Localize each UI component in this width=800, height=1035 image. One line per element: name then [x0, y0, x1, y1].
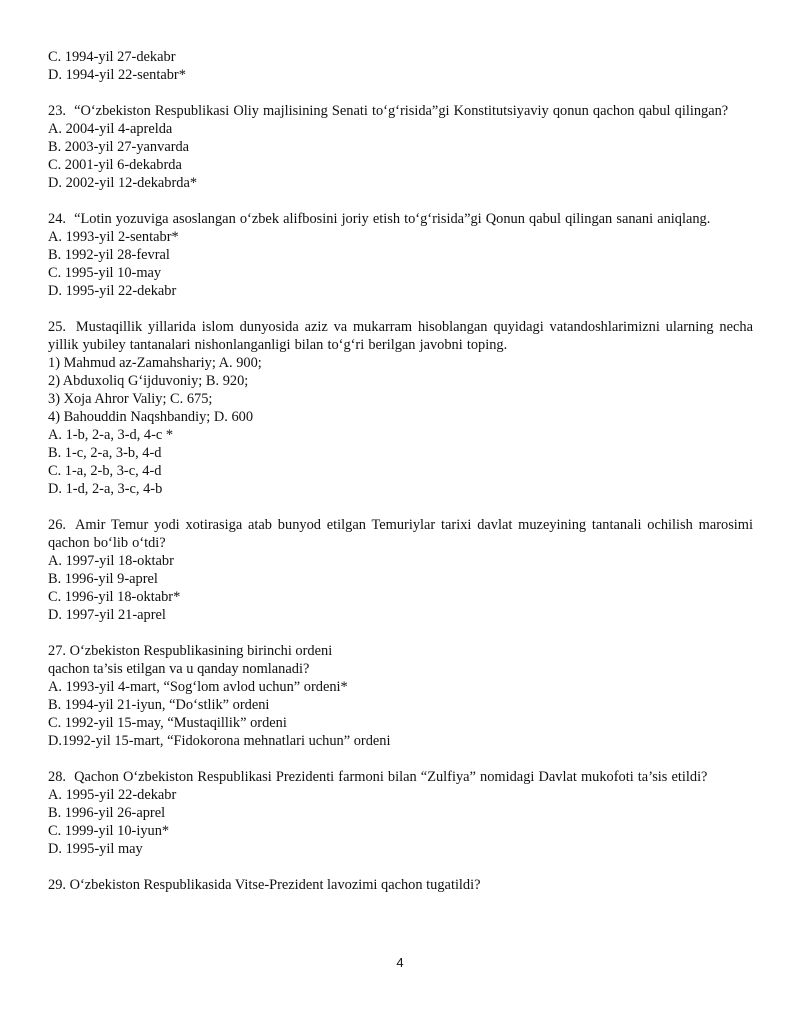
- question-27: [48, 642, 753, 750]
- question-text: [48, 318, 753, 354]
- question-body: O‘zbekiston Respublikasida Vitse-Prezident lavozimi qachon tugatildi?: [69, 877, 481, 893]
- page-number: 4: [396, 955, 404, 970]
- question-text: [48, 876, 753, 894]
- answer-option: A. 1-b, 2-a, 3-d, 4-c *: [48, 427, 174, 443]
- previous-question-options: [48, 48, 753, 84]
- question-number: 23.: [48, 103, 66, 119]
- question-number: 25.: [48, 319, 66, 335]
- question-number: 26.: [48, 517, 66, 533]
- answer-option: B. 1996-yil 26-aprel: [48, 805, 166, 821]
- answer-option: A. 2004-yil 4-aprelda: [48, 121, 173, 137]
- answer-option: D. 1995-yil 22-dekabr: [48, 283, 177, 299]
- matching-item: 4) Bahouddin Naqshbandiy; D. 600: [48, 409, 254, 425]
- question-text: [48, 642, 753, 660]
- matching-item: 3) Xoja Ahror Valiy; C. 675;: [48, 391, 213, 407]
- question-28: [48, 768, 753, 858]
- answer-option: A. 1993-yil 4-mart, “Sog‘lom avlod uchun” ordeni*: [48, 679, 348, 695]
- question-body: Qachon O‘zbekiston Respublikasi Prezidenti farmoni bilan “Zulfiya” nomidagi Davlat mukofoti ta’sis etildi?: [74, 769, 708, 785]
- answer-option: A. 1995-yil 22-dekabr: [48, 787, 177, 803]
- question-number: 24.: [48, 211, 66, 227]
- question-text-continued: qachon ta’sis etilgan va u qanday nomlanadi?: [48, 661, 310, 677]
- question-number: 29.: [48, 877, 66, 893]
- answer-option: C. 1992-yil 15-may, “Mustaqillik” ordeni: [48, 715, 287, 731]
- question-text: [48, 516, 753, 552]
- answer-option: D.1992-yil 15-mart, “Fidokorona mehnatlari uchun” ordeni: [48, 733, 391, 749]
- question-number: 28.: [48, 769, 66, 785]
- question-body: Mustaqillik yillarida islom dunyosida aziz va mukarram hisoblangan quyidagi vatandoshlarimizni ularning necha yillik yubiley tantanalari nishonlanganligi bilan to‘g‘ri berilgan javobni toping.: [48, 319, 753, 353]
- answer-option: C. 1994-yil 27-dekabr: [48, 49, 176, 65]
- question-29: [48, 876, 753, 894]
- matching-item: 1) Mahmud az-Zamahshariy; A. 900;: [48, 355, 262, 371]
- answer-option: A. 1993-yil 2-sentabr*: [48, 229, 179, 245]
- answer-option: D. 2002-yil 12-dekabrda*: [48, 175, 198, 191]
- answer-option: A. 1997-yil 18-oktabr: [48, 553, 174, 569]
- question-25: [48, 318, 753, 498]
- answer-option: C. 1995-yil 10-may: [48, 265, 162, 281]
- question-body: O‘zbekiston Respublikasining birinchi ordeni: [69, 643, 333, 659]
- document-page: [48, 48, 753, 894]
- answer-option: D. 1-d, 2-a, 3-c, 4-b: [48, 481, 163, 497]
- question-23: [48, 102, 753, 192]
- question-body: “O‘zbekiston Respublikasi Oliy majlisining Senati to‘g‘risida”gi Konstitutsiyaviy qonun qachon qabul qilingan?: [74, 103, 729, 119]
- answer-option: D. 1997-yil 21-aprel: [48, 607, 166, 623]
- question-24: [48, 210, 753, 300]
- answer-option: D. 1995-yil may: [48, 841, 143, 857]
- answer-option: B. 1994-yil 21-iyun, “Do‘stlik” ordeni: [48, 697, 270, 713]
- question-body: “Lotin yozuviga asoslangan o‘zbek alifbosini joriy etish to‘g‘risida”gi Qonun qabul qilingan sanani aniqlang.: [74, 211, 711, 227]
- answer-option: B. 2003-yil 27-yanvarda: [48, 139, 190, 155]
- answer-option: C. 1-a, 2-b, 3-c, 4-d: [48, 463, 162, 479]
- question-26: [48, 516, 753, 624]
- answer-option: C. 1996-yil 18-oktabr*: [48, 589, 181, 605]
- question-text: [48, 768, 753, 786]
- answer-option: B. 1992-yil 28-fevral: [48, 247, 170, 263]
- answer-option: C. 2001-yil 6-dekabrda: [48, 157, 182, 173]
- question-body: Amir Temur yodi xotirasiga atab bunyod etilgan Temuriylar tarixi davlat muzeyining tantanali ochilish marosimi qachon bo‘lib o‘tdi?: [48, 517, 753, 551]
- question-text: [48, 210, 753, 228]
- answer-option: B. 1-c, 2-a, 3-b, 4-d: [48, 445, 162, 461]
- question-number: 27.: [48, 643, 66, 659]
- answer-option: D. 1994-yil 22-sentabr*: [48, 67, 186, 83]
- question-text: [48, 102, 753, 120]
- matching-item: 2) Abduxoliq G‘ijduvoniy; B. 920;: [48, 373, 249, 389]
- answer-option: C. 1999-yil 10-iyun*: [48, 823, 170, 839]
- answer-option: B. 1996-yil 9-aprel: [48, 571, 158, 587]
